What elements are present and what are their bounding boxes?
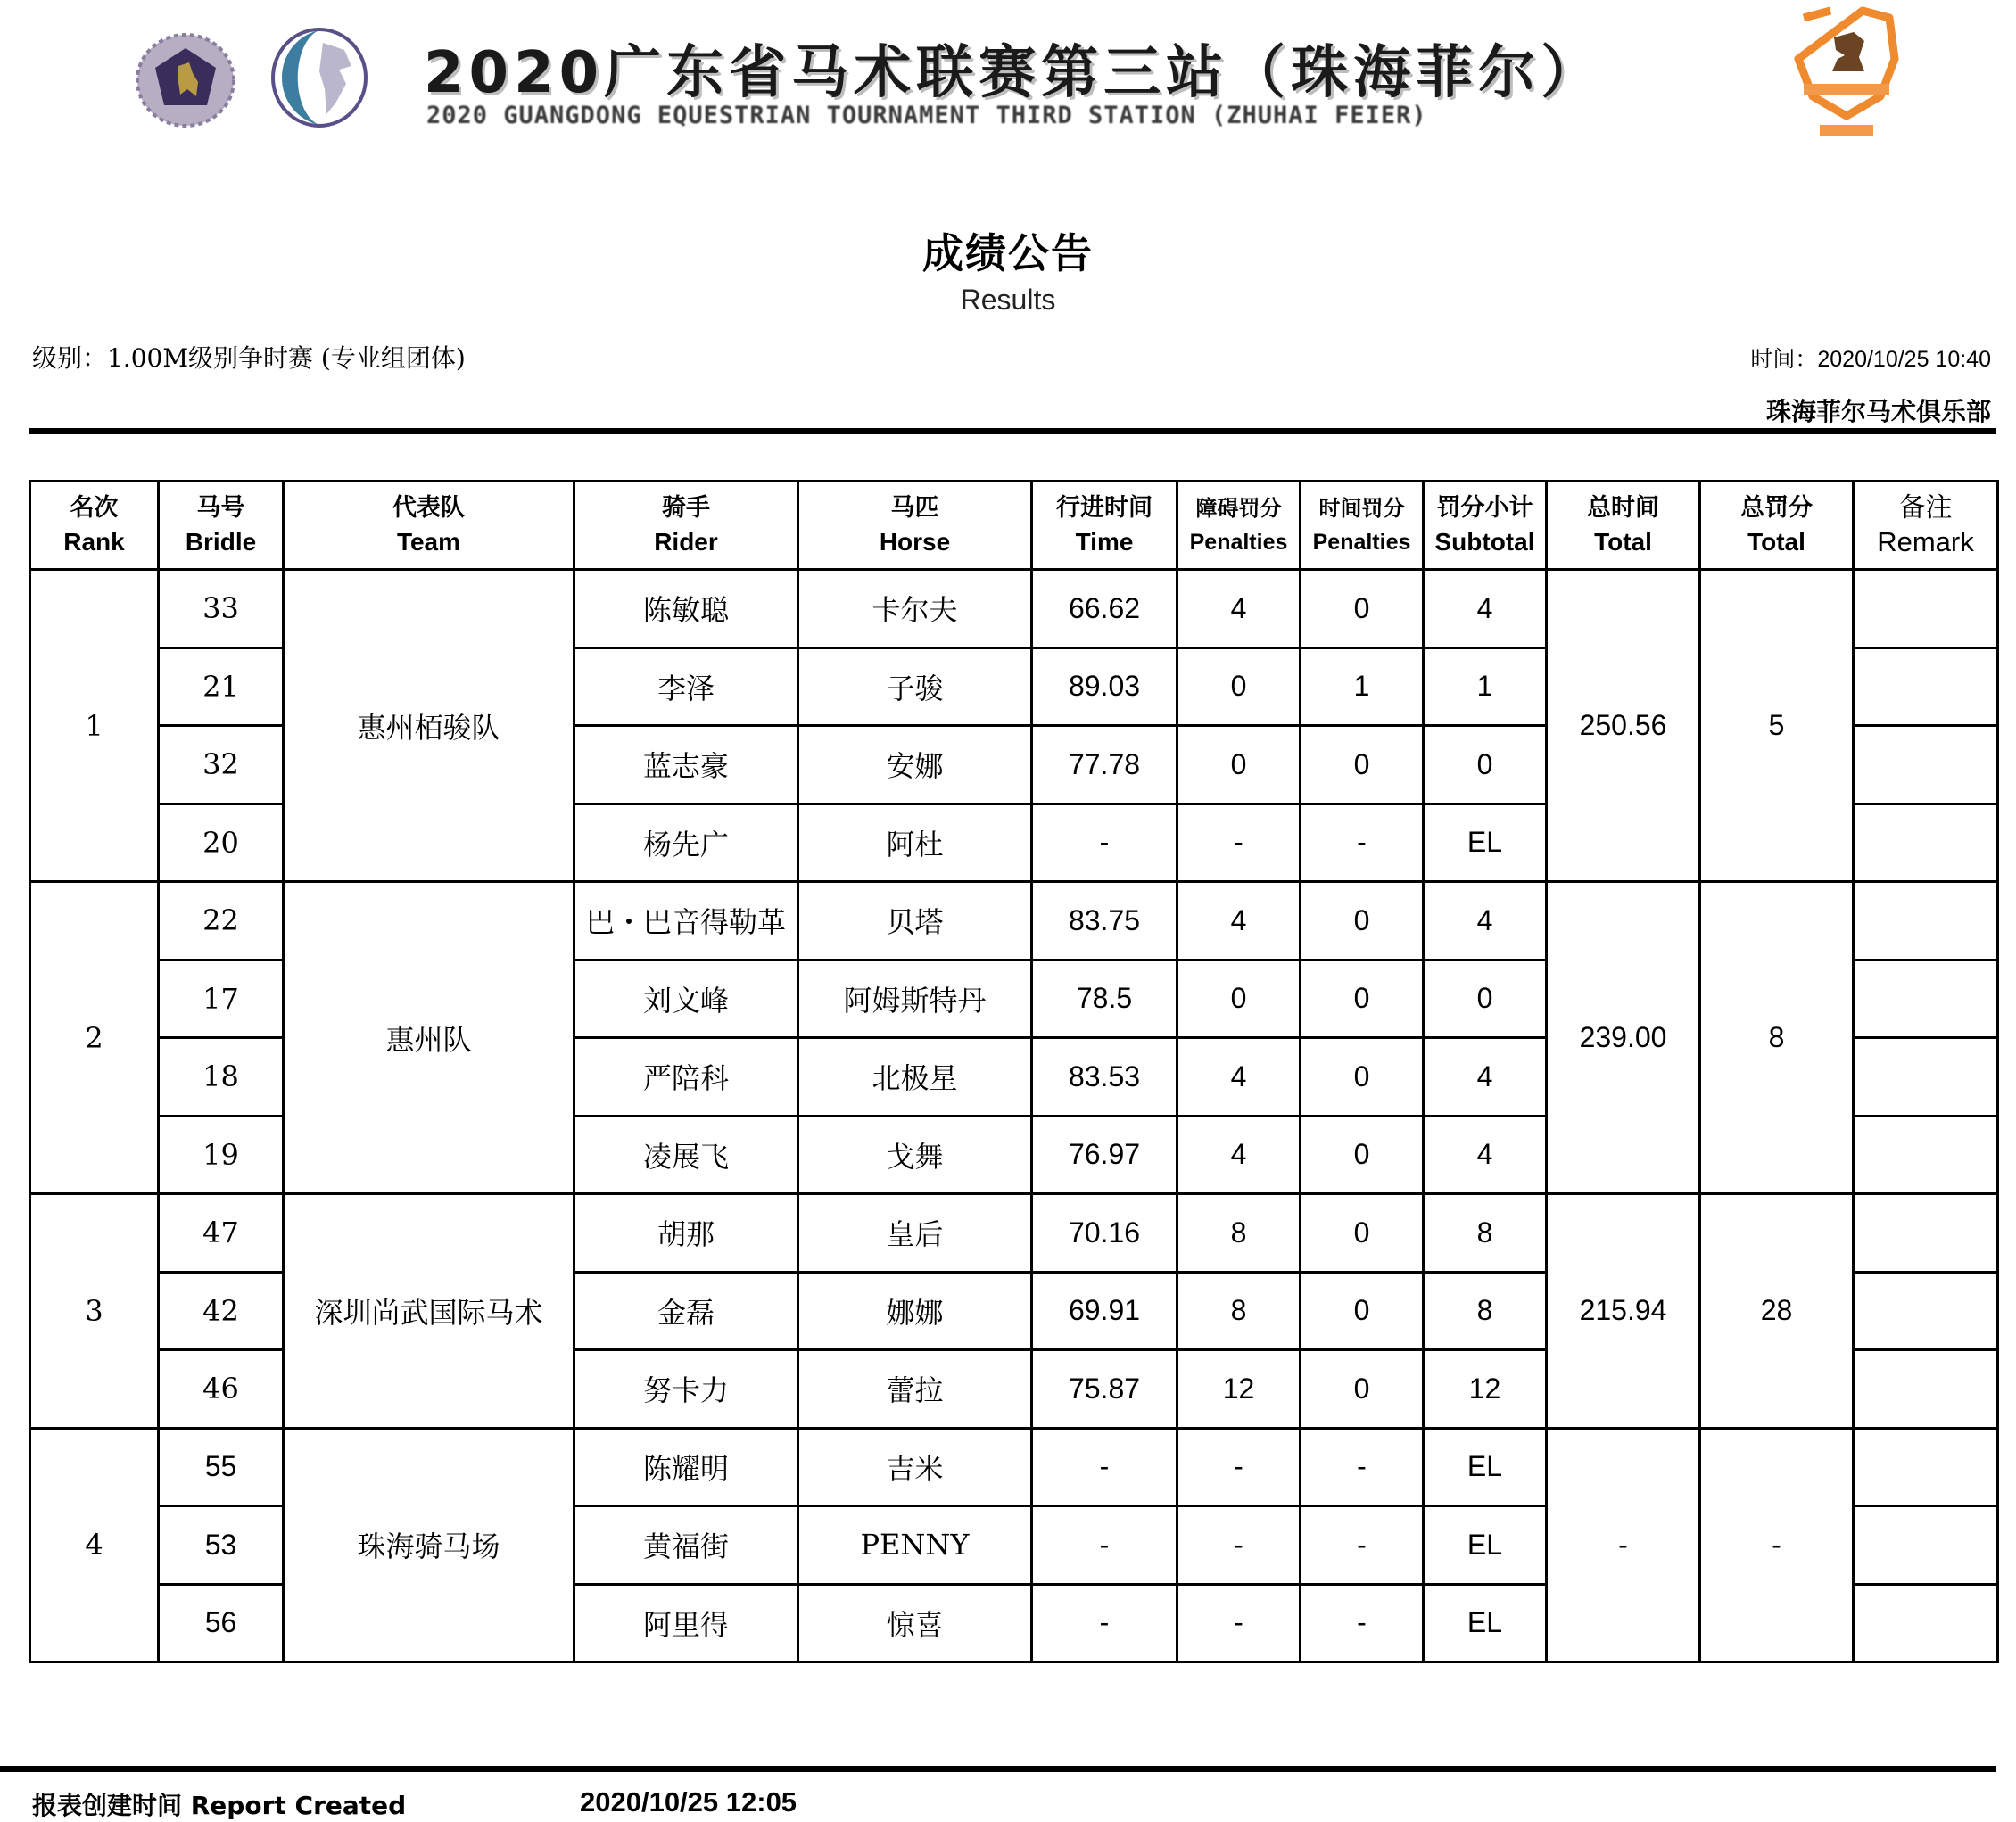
column-header-time-penalties [1301, 482, 1424, 570]
bridle-cell: 17 [159, 960, 284, 1038]
obstacle-penalty-cell: 4 [1177, 1038, 1301, 1117]
time-penalty-cell: 0 [1301, 1038, 1424, 1117]
total-penalties-cell: 8 [1700, 882, 1854, 1194]
rider-cell: 蓝志豪 [574, 726, 798, 804]
column-header-total-time [1547, 482, 1700, 570]
obstacle-penalty-cell: - [1177, 1584, 1301, 1662]
time-cell: 76.97 [1032, 1116, 1177, 1194]
remark-cell [1854, 804, 1998, 882]
column-header-bridle [159, 482, 284, 570]
banner-title: 2020广东省马术联赛第三站（珠海菲尔） [424, 40, 1604, 106]
column-header-time [1032, 482, 1177, 570]
subtotal-cell: 4 [1424, 1116, 1547, 1194]
team-cell: 惠州栢骏队 [284, 570, 574, 882]
time-penalty-cell: 0 [1301, 726, 1424, 804]
time-penalty-cell: 0 [1301, 1272, 1424, 1350]
subtotal-cell: 8 [1424, 1194, 1547, 1273]
obstacle-penalty-cell: - [1177, 1428, 1301, 1506]
time-cell: 66.62 [1032, 570, 1177, 648]
time-penalty-cell: 0 [1301, 1194, 1424, 1273]
time-cell: - [1032, 804, 1177, 882]
globe-emblem-icon [269, 27, 369, 128]
horse-cell: 惊喜 [798, 1584, 1032, 1662]
total-penalties-cell: 5 [1700, 570, 1854, 882]
rank-cell: 2 [30, 882, 159, 1194]
time-penalty-cell: - [1301, 1428, 1424, 1506]
remark-cell [1854, 1194, 1998, 1273]
column-header-en: Rank [63, 528, 125, 556]
rank-cell: 1 [30, 570, 159, 882]
remark-cell [1854, 1584, 1998, 1662]
column-header-en: Remark [1877, 526, 1974, 557]
event-banner [0, 0, 2016, 152]
subtotal-cell: 0 [1424, 726, 1547, 804]
remark-cell [1854, 570, 1998, 648]
column-header-zh: 行进时间 [1056, 494, 1153, 522]
time-penalty-cell: 0 [1301, 960, 1424, 1038]
horse-cell: 安娜 [798, 726, 1032, 804]
obstacle-penalty-cell: 0 [1177, 726, 1301, 804]
bridle-cell: 22 [159, 882, 284, 960]
remark-cell [1854, 882, 1998, 960]
subtotal-cell: EL [1424, 1428, 1547, 1506]
banner-subtitle: 2020 GUANGDONG EQUESTRIAN TOURNAMENT THIRD STATION (ZHUHAI FEIER) [426, 102, 1427, 129]
column-header-zh: 总罚分 [1740, 494, 1813, 522]
obstacle-penalty-cell: 4 [1177, 882, 1301, 960]
rider-cell: 巴・巴音得勒革 [574, 882, 798, 960]
column-header-zh: 骑手 [662, 494, 710, 522]
subtotal-cell: 0 [1424, 960, 1547, 1038]
rider-cell: 胡那 [574, 1194, 798, 1273]
competition-level: 级别：1.00M级别争时赛 (专业组团体) [32, 343, 466, 373]
rider-cell: 李泽 [574, 647, 798, 726]
column-header-en: Team [396, 528, 461, 556]
time-cell: 70.16 [1032, 1194, 1177, 1273]
bridle-cell: 46 [159, 1350, 284, 1429]
time-cell: - [1032, 1428, 1177, 1506]
obstacle-penalty-cell: - [1177, 1506, 1301, 1585]
bridle-cell: 19 [159, 1116, 284, 1194]
column-header-zh: 罚分小计 [1436, 494, 1533, 522]
footer-divider [0, 1766, 1996, 1772]
bridle-cell: 33 [159, 570, 284, 648]
horse-cell: 贝塔 [798, 882, 1032, 960]
horse-cell: 子骏 [798, 647, 1032, 726]
rider-cell: 刘文峰 [574, 960, 798, 1038]
subtotal-cell: 1 [1424, 647, 1547, 726]
rider-cell: 努卡力 [574, 1350, 798, 1429]
rider-cell: 陈耀明 [574, 1428, 798, 1506]
rider-cell: 阿里得 [574, 1584, 798, 1662]
table-row [30, 1194, 1998, 1273]
time-cell: 77.78 [1032, 726, 1177, 804]
column-header-en: Total [1747, 528, 1805, 556]
column-header-zh: 总时间 [1587, 494, 1659, 522]
subtotal-cell: 8 [1424, 1272, 1547, 1350]
time-cell: 75.87 [1032, 1350, 1177, 1429]
team-cell: 珠海骑马场 [284, 1428, 574, 1662]
document-subtitle: Results [960, 284, 1056, 316]
horse-cell: 吉米 [798, 1428, 1032, 1506]
bridle-cell: 55 [159, 1428, 284, 1506]
total-time-cell: 239.00 [1547, 882, 1700, 1194]
remark-cell [1854, 1038, 1998, 1117]
remark-cell [1854, 960, 1998, 1038]
horse-cell: 戈舞 [798, 1116, 1032, 1194]
time-cell: 89.03 [1032, 647, 1177, 726]
time-cell: 78.5 [1032, 960, 1177, 1038]
report-created-label: 报表创建时间 Report Created [32, 1791, 407, 1820]
horse-cell: 卡尔夫 [798, 570, 1032, 648]
horse-cell: 娜娜 [798, 1272, 1032, 1350]
results-table [29, 480, 1999, 1663]
column-header-total-penalties [1700, 482, 1854, 570]
remark-cell [1854, 1116, 1998, 1194]
time-penalty-cell: 0 [1301, 882, 1424, 960]
horse-cell: 皇后 [798, 1194, 1032, 1273]
bridle-cell: 32 [159, 726, 284, 804]
table-header-row [30, 482, 1998, 570]
table-row [30, 882, 1998, 960]
obstacle-penalty-cell: - [1177, 804, 1301, 882]
column-header-rider [574, 482, 798, 570]
time-cell: - [1032, 1506, 1177, 1585]
obstacle-penalty-cell: 0 [1177, 647, 1301, 726]
horse-cell: 阿姆斯特丹 [798, 960, 1032, 1038]
rider-cell: 严陪科 [574, 1038, 798, 1117]
remark-cell [1854, 647, 1998, 726]
obstacle-penalty-cell: 0 [1177, 960, 1301, 1038]
column-header-en: Total [1594, 528, 1652, 556]
rider-cell: 凌展飞 [574, 1116, 798, 1194]
total-time-cell: - [1547, 1428, 1700, 1662]
column-header-en: Horse [879, 528, 951, 556]
remark-cell [1854, 726, 1998, 804]
subtotal-cell: EL [1424, 804, 1547, 882]
remark-cell [1854, 1350, 1998, 1429]
horse-cell: 北极星 [798, 1038, 1032, 1117]
obstacle-penalty-cell: 8 [1177, 1272, 1301, 1350]
organizer-club: 珠海菲尔马术俱乐部 [1765, 397, 1991, 426]
rider-cell: 金磊 [574, 1272, 798, 1350]
subtotal-cell: 4 [1424, 570, 1547, 648]
report-created-value: 2020/10/25 12:05 [580, 1786, 797, 1818]
obstacle-penalty-cell: 12 [1177, 1350, 1301, 1429]
bridle-cell: 56 [159, 1584, 284, 1662]
time-penalty-cell: 0 [1301, 570, 1424, 648]
column-header-subtotal [1424, 482, 1547, 570]
subtotal-cell: EL [1424, 1506, 1547, 1585]
team-cell: 惠州队 [284, 882, 574, 1194]
time-cell: 83.53 [1032, 1038, 1177, 1117]
team-cell: 深圳尚武国际马术 [284, 1194, 574, 1429]
time-cell: 69.91 [1032, 1272, 1177, 1350]
rider-cell: 黄福街 [574, 1506, 798, 1585]
subtotal-cell: 12 [1424, 1350, 1547, 1429]
bridle-cell: 18 [159, 1038, 284, 1117]
table-row [30, 570, 1998, 648]
remark-cell [1854, 1428, 1998, 1506]
competition-time: 时间：2020/10/25 10:40 [1750, 347, 1991, 372]
rank-cell: 3 [30, 1194, 159, 1429]
subtotal-cell: EL [1424, 1584, 1547, 1662]
column-header-en: Time [1075, 528, 1134, 556]
rider-cell: 陈敏聪 [574, 570, 798, 648]
time-penalty-cell: 0 [1301, 1350, 1424, 1429]
bridle-cell: 21 [159, 647, 284, 726]
total-time-cell: 215.94 [1547, 1194, 1700, 1429]
remark-cell [1854, 1272, 1998, 1350]
horse-cell: 蕾拉 [798, 1350, 1032, 1429]
column-header-en: Bridle [185, 528, 257, 556]
bridle-cell: 47 [159, 1194, 284, 1273]
subtotal-cell: 4 [1424, 882, 1547, 960]
column-header-rank [30, 482, 159, 570]
header-divider [29, 428, 1996, 434]
total-time-cell: 250.56 [1547, 570, 1700, 882]
column-header-obstacle-penalties [1177, 482, 1301, 570]
column-header-en: Subtotal [1434, 528, 1535, 556]
obstacle-penalty-cell: 4 [1177, 570, 1301, 648]
total-penalties-cell: - [1700, 1428, 1854, 1662]
club-shield-icon [1791, 5, 1902, 141]
column-header-en: Penalties [1189, 530, 1288, 555]
bridle-cell: 20 [159, 804, 284, 882]
subtotal-cell: 4 [1424, 1038, 1547, 1117]
column-header-zh: 马号 [196, 494, 245, 522]
time-penalty-cell: - [1301, 1506, 1424, 1585]
document-title: 成绩公告 [922, 229, 1094, 277]
time-penalty-cell: 0 [1301, 1116, 1424, 1194]
column-header-remark [1854, 482, 1998, 570]
association-emblem-icon [134, 32, 237, 128]
column-header-zh: 备注 [1898, 492, 1953, 524]
column-header-en: Rider [654, 528, 718, 556]
bridle-cell: 53 [159, 1506, 284, 1585]
column-header-zh: 时间罚分 [1318, 496, 1405, 521]
obstacle-penalty-cell: 4 [1177, 1116, 1301, 1194]
column-header-zh: 障碍罚分 [1195, 496, 1282, 521]
time-penalty-cell: 1 [1301, 647, 1424, 726]
total-penalties-cell: 28 [1700, 1194, 1854, 1429]
column-header-zh: 名次 [70, 494, 119, 522]
time-penalty-cell: - [1301, 804, 1424, 882]
column-header-team [284, 482, 574, 570]
horse-cell: PENNY [798, 1506, 1032, 1585]
rider-cell: 杨先广 [574, 804, 798, 882]
bridle-cell: 42 [159, 1272, 284, 1350]
results-body [30, 570, 1998, 1662]
column-header-horse [798, 482, 1032, 570]
obstacle-penalty-cell: 8 [1177, 1194, 1301, 1273]
remark-cell [1854, 1506, 1998, 1585]
column-header-zh: 马匹 [890, 494, 939, 522]
time-cell: 83.75 [1032, 882, 1177, 960]
rank-cell: 4 [30, 1428, 159, 1662]
time-cell: - [1032, 1584, 1177, 1662]
table-row [30, 1428, 1998, 1506]
horse-cell: 阿杜 [798, 804, 1032, 882]
column-header-en: Penalties [1312, 530, 1411, 555]
column-header-zh: 代表队 [392, 494, 465, 522]
time-penalty-cell: - [1301, 1584, 1424, 1662]
